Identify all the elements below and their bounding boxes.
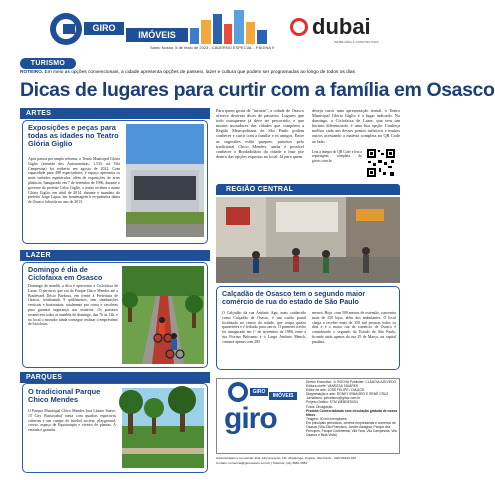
artes-body: Após passar por ampla reforma, o Teatro Municipal Glória Giglio (avenida dos Autonomistas, 1.533, na Vila Campesina) foi reaberto em agosto de 2022. Com capacidade para 498 espectadores, é espaço apresenta os mais variados espetáculos, além de exposições de artes plásticas. Inaugurado em 7 de setembro de 1996, durante o governo do prefeito Celso Giglio, o teatro recebeu o nome Glória Giglio, em abril de 2014, durante o mandato do prefeito Jorge Lapas, em homenagem à ex-primeira dama de Osasco falecida no ano de 2013. bbox=[28, 157, 120, 205]
section-lazer: LAZER bbox=[20, 250, 210, 261]
lead-label: ROTEIRO. bbox=[20, 70, 44, 75]
regiao-col-2: metros. Hoje, com 500 metros de extensão, concentra mais de 250 lojas, além dos ambulantes. O local chega a receber mais de 350 mil pessoas todos os dias e é o maior rua de comércio de Osasco é considerado o segundo do Estado de São Paulo, ficando atrás apenas da rua 25 de Março, na capital paulista. bbox=[312, 311, 396, 344]
calcadao-photo bbox=[216, 197, 400, 283]
masthead bbox=[0, 0, 416, 50]
ciclofaixa-photo bbox=[122, 266, 204, 364]
ad-sub: IMOBILIÁRIA & CONSTRUTORA bbox=[334, 40, 379, 44]
expediente-line: Fotos: Divulgação bbox=[306, 404, 333, 409]
section-turismo: TURISMO bbox=[20, 58, 76, 69]
ad-brand: dubai bbox=[312, 14, 371, 39]
city-skyline-illustration bbox=[190, 10, 270, 44]
date-line: Santo Nossa, 5 de maio de 2023 - CADERNO ESPECIAL - PÁGINA 9 bbox=[150, 45, 275, 50]
regiao-title: Calçadão de Osasco tem o segundo maior comércio de rua do estado de São Paulo bbox=[222, 290, 366, 306]
artes-title: Exposições e peças para todas as idades no Teatro Glória Giglio bbox=[28, 123, 119, 148]
expediente-line: Diretor Executivo: JL ROCHA Publisher: CLÁUDIA AZEVEDO bbox=[306, 380, 397, 384]
parques-title: O tradicional Parque Chico Mendes bbox=[28, 387, 101, 404]
qr-code-icon bbox=[366, 148, 396, 178]
expediente-footer-2: Contato: comercial@giroosasco.com.br | Telefone: (11) 3682-3084 bbox=[216, 461, 308, 465]
expediente-footer: Administração e Comercial: Rua Julio Azevedo, 111, Piratininga, Osasco, São Paulo - CEP 06230-018 bbox=[216, 456, 356, 460]
headline: Dicas de lugares para curtir com a família em Osasco bbox=[20, 79, 495, 101]
expediente-logo-giro: GIRO bbox=[250, 388, 268, 396]
expediente-logo-imoveis: IMÓVEIS bbox=[269, 392, 297, 400]
logo-giro: GIRO bbox=[84, 22, 124, 35]
expediente-line: Jornalismo: jornalismo@giroc.com.br bbox=[306, 396, 361, 401]
expediente-line: Editora-chefe: VANESSA TAVARES bbox=[306, 384, 359, 389]
section-regiao-central: REGIÃO CENTRAL bbox=[216, 184, 400, 195]
qr-note: Leia a íntegra do QR Code e leia a reportagem completa do girosc.com.br bbox=[312, 150, 362, 163]
parques-body: O Parque Municipal Chico Mendes (rua Lázaro Suave, 15 City Bussocaba) conta com quadras esportivas cobertas e um campo de futebol society, playground, coreto, espaço de Equoterapia e viveiro de plantas. A entrada é gratuita. bbox=[28, 409, 116, 433]
theater-photo bbox=[126, 124, 204, 237]
intro-col-2: deseja curtir uma apresentação teatral, o Teatro Municipal Glória Giglio é o lugar indicado. No domingo, a Ciclofaixa de Lazer, que tem um horário diferenciado, é uma boa opção. Conheça melhor cada um desses pontos turísticos e muitos outros acessando a matéria completa no QR Code ao lado. bbox=[312, 108, 400, 144]
section-artes: ARTES bbox=[20, 108, 210, 119]
expediente-line: Tiragem: 30 mil exemplares bbox=[306, 416, 347, 421]
logo-imoveis: IMÓVEIS bbox=[126, 28, 188, 42]
expediente-line: Em principais periódicos, centros empresariais e comércio de Osasco (Vila São Francisco, Jardim Adalgisa, Parque dos Príncipes, Parque Continental, Vila Yara, Vila Campesina, Vila Osasco e Bela Vista) bbox=[306, 420, 397, 438]
lead-text bbox=[20, 70, 400, 75]
ad-dubai bbox=[290, 12, 400, 48]
expediente-line: Diagramação e arte: RONEY IRMAGRO E RENÊ CRUZ bbox=[306, 392, 389, 397]
lazer-body: Domingo de manhã, a dica é aproveitar a Ciclofaixa de Lazer. O percurso que vai do Parque Chico Mendes até a Boulevard Décio Barbosa, em frente à Prefeitura de Osasco, totalizando 9 quilômetros, tem sinalizações verticais e horizontais, totalmente por conta e cavaletes para garantir segurança aos usuários. Os passeios acontecem todos as manhãs de domingo, das 7h às 12h, e no local o morador ainda consegue realizar o empréstimo de bicicletas. bbox=[28, 284, 118, 327]
expediente-logo-big: giro bbox=[224, 402, 277, 435]
lead-body: Em meio as opções convencionais, a cidade apresenta opções de passeio, lazer e cultura que podem ser programadas ao longo de todos os dias bbox=[44, 70, 355, 75]
lazer-title: Domingo é dia de Ciclofaixa em Osasco bbox=[28, 265, 103, 282]
intro-col-1: Para quem gosta de "turistar", a cidade de Osasco oferece diversas dicas de passeios. Lugares que todo osasquense já deve ter percorrido, e que muitos moradores das cidades que compõem a Região Metropolitana de São Paulo podem conhecer e curtir com a família e os amigos. Entre as sugestões estão parques, passeios pelo tradicional Chico Mendes, ainda é possível conhecer o Bordadolário da cidade e fruir por dentro das opções expostas no local. Já para quem bbox=[216, 108, 304, 159]
expediente-line: Projeto Gráfico: KTM WEBDESIGN bbox=[306, 400, 358, 405]
dubai-logo-icon bbox=[290, 18, 308, 36]
expediente-circulacao: Produto Comercializado com circulação gratuita de nossa filtros bbox=[306, 408, 398, 417]
expediente-lines bbox=[306, 380, 398, 437]
expediente-logo bbox=[218, 380, 302, 452]
parque-chico-mendes-photo bbox=[122, 388, 204, 468]
regiao-col-1: O Calçadão da rua Antônio Agu, mais conhecido como Calçadão de Osasco, é um cartão postal localizado no centro da cidade, que ocupa quatro quarteirões e é fechado para carros. O primeiro trecho foi inaugurado em 1º de novembro de 1986, entre a rua Fiorino Beltramo e o Largo Antônio Menck, contava apenas com 285 bbox=[222, 311, 306, 344]
expediente-line: Editor de arte: JOSÉ FELIPE / DIAGOS bbox=[306, 388, 365, 393]
section-parques: PARQUES bbox=[20, 372, 210, 383]
